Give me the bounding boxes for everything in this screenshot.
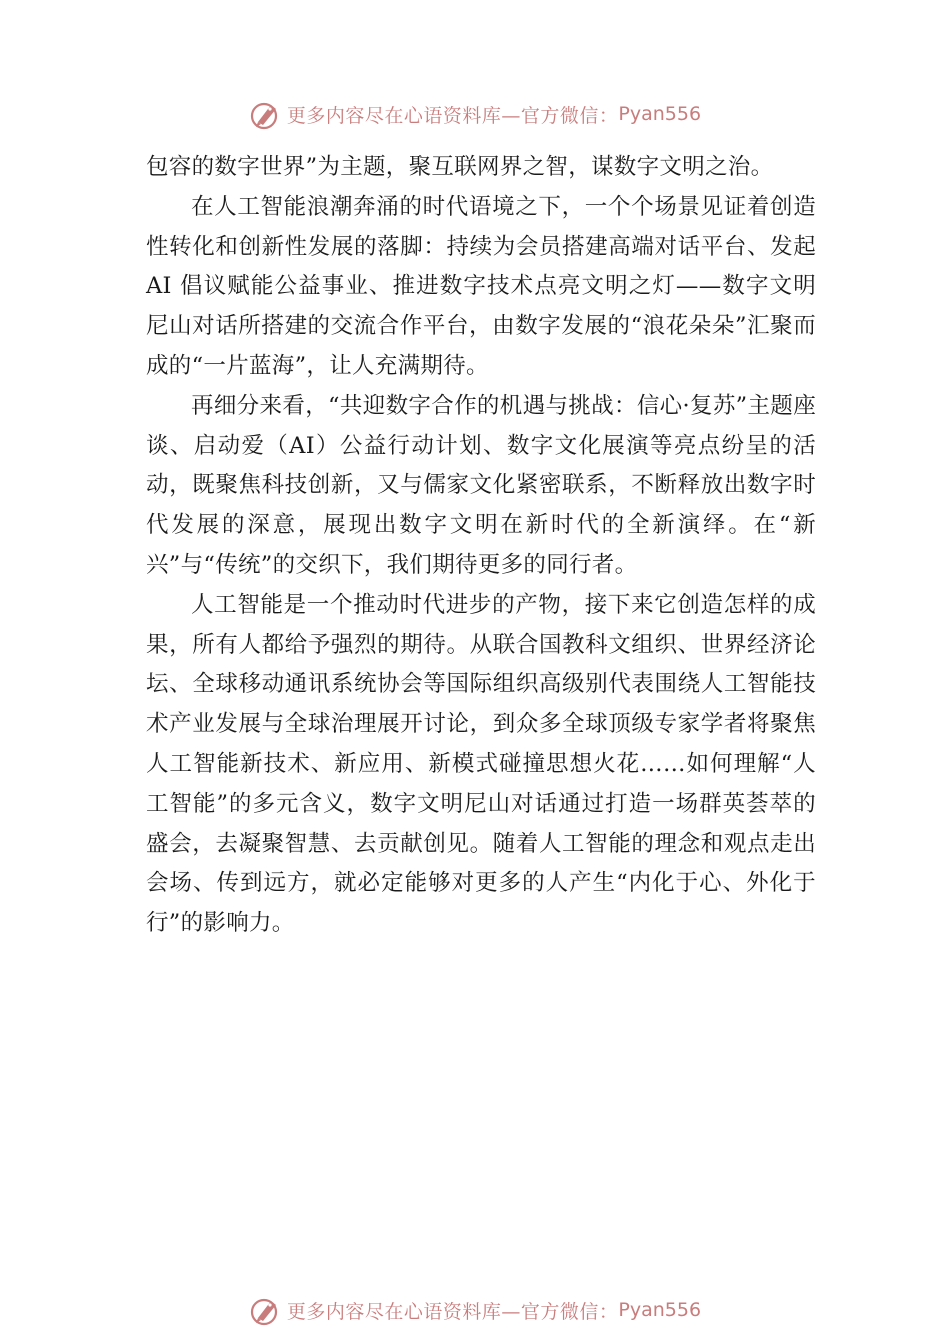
watermark-handle: Pyan556 [618, 103, 702, 125]
pen-nib-logo-icon [249, 97, 283, 131]
paragraph-3: 再细分来看，“共迎数字合作的机遇与挑战：信心·复苏”主题座谈、启动爱（AI）公益行动计划、数字文化展演等亮点纷呈的活动，既聚焦科技创新，又与儒家文化紧密联系，不断释放出数字时代发展的深意，展现出数字文明在新时代的全新演绎。在“新兴”与“传统”的交织下，我们期待更多的同行者。 [146, 392, 816, 578]
paragraph-1: 包容的数字世界”为主题，聚互联网界之智，谋数字文明之治。 [146, 154, 774, 180]
watermark-text: 更多内容尽在心语资料库—官方微信： [286, 104, 619, 127]
paragraph-4: 人工智能是一个推动时代进步的产物，接下来它创造怎样的成果，所有人都给予强烈的期待。从联合国教科文组织、世界经济论坛、全球移动通讯系统协会等国际组织高级别代表围绕人工智能技术产业发展与全球治理展开讨论，到众多全球顶级专家学者将聚焦人工智能新技术、新应用、新模式碰撞思想火花……如何理解“人工智能”的多元含义，数字文明尼山对话通过打造一场群英荟萃的盛会，去凝聚智慧、去贡献创见。随着人工智能的理念和观点走出会场、传到远方，就必定能够对更多的人产生“内化于心、外化于行”的影响力。 [146, 591, 816, 937]
watermark-text: 更多内容尽在心语资料库—官方微信： [286, 1300, 619, 1323]
pen-nib-logo-icon [249, 1293, 283, 1327]
document-body [146, 148, 816, 944]
paragraph-2: 在人工智能浪潮奔涌的时代语境之下，一个个场景见证着创造性转化和创新性发展的落脚：持续为会员搭建高端对话平台、发起 AI 倡议赋能公益事业、推进数字技术点亮文明之灯——数字文明尼山对话所搭建的交流合作平台，由数字发展的“浪花朵朵”汇聚而成的“一片蓝海”，让人充满期待。 [146, 193, 816, 379]
watermark-handle: Pyan556 [618, 1299, 702, 1321]
header-watermark [0, 94, 950, 134]
footer-watermark [0, 1290, 950, 1330]
